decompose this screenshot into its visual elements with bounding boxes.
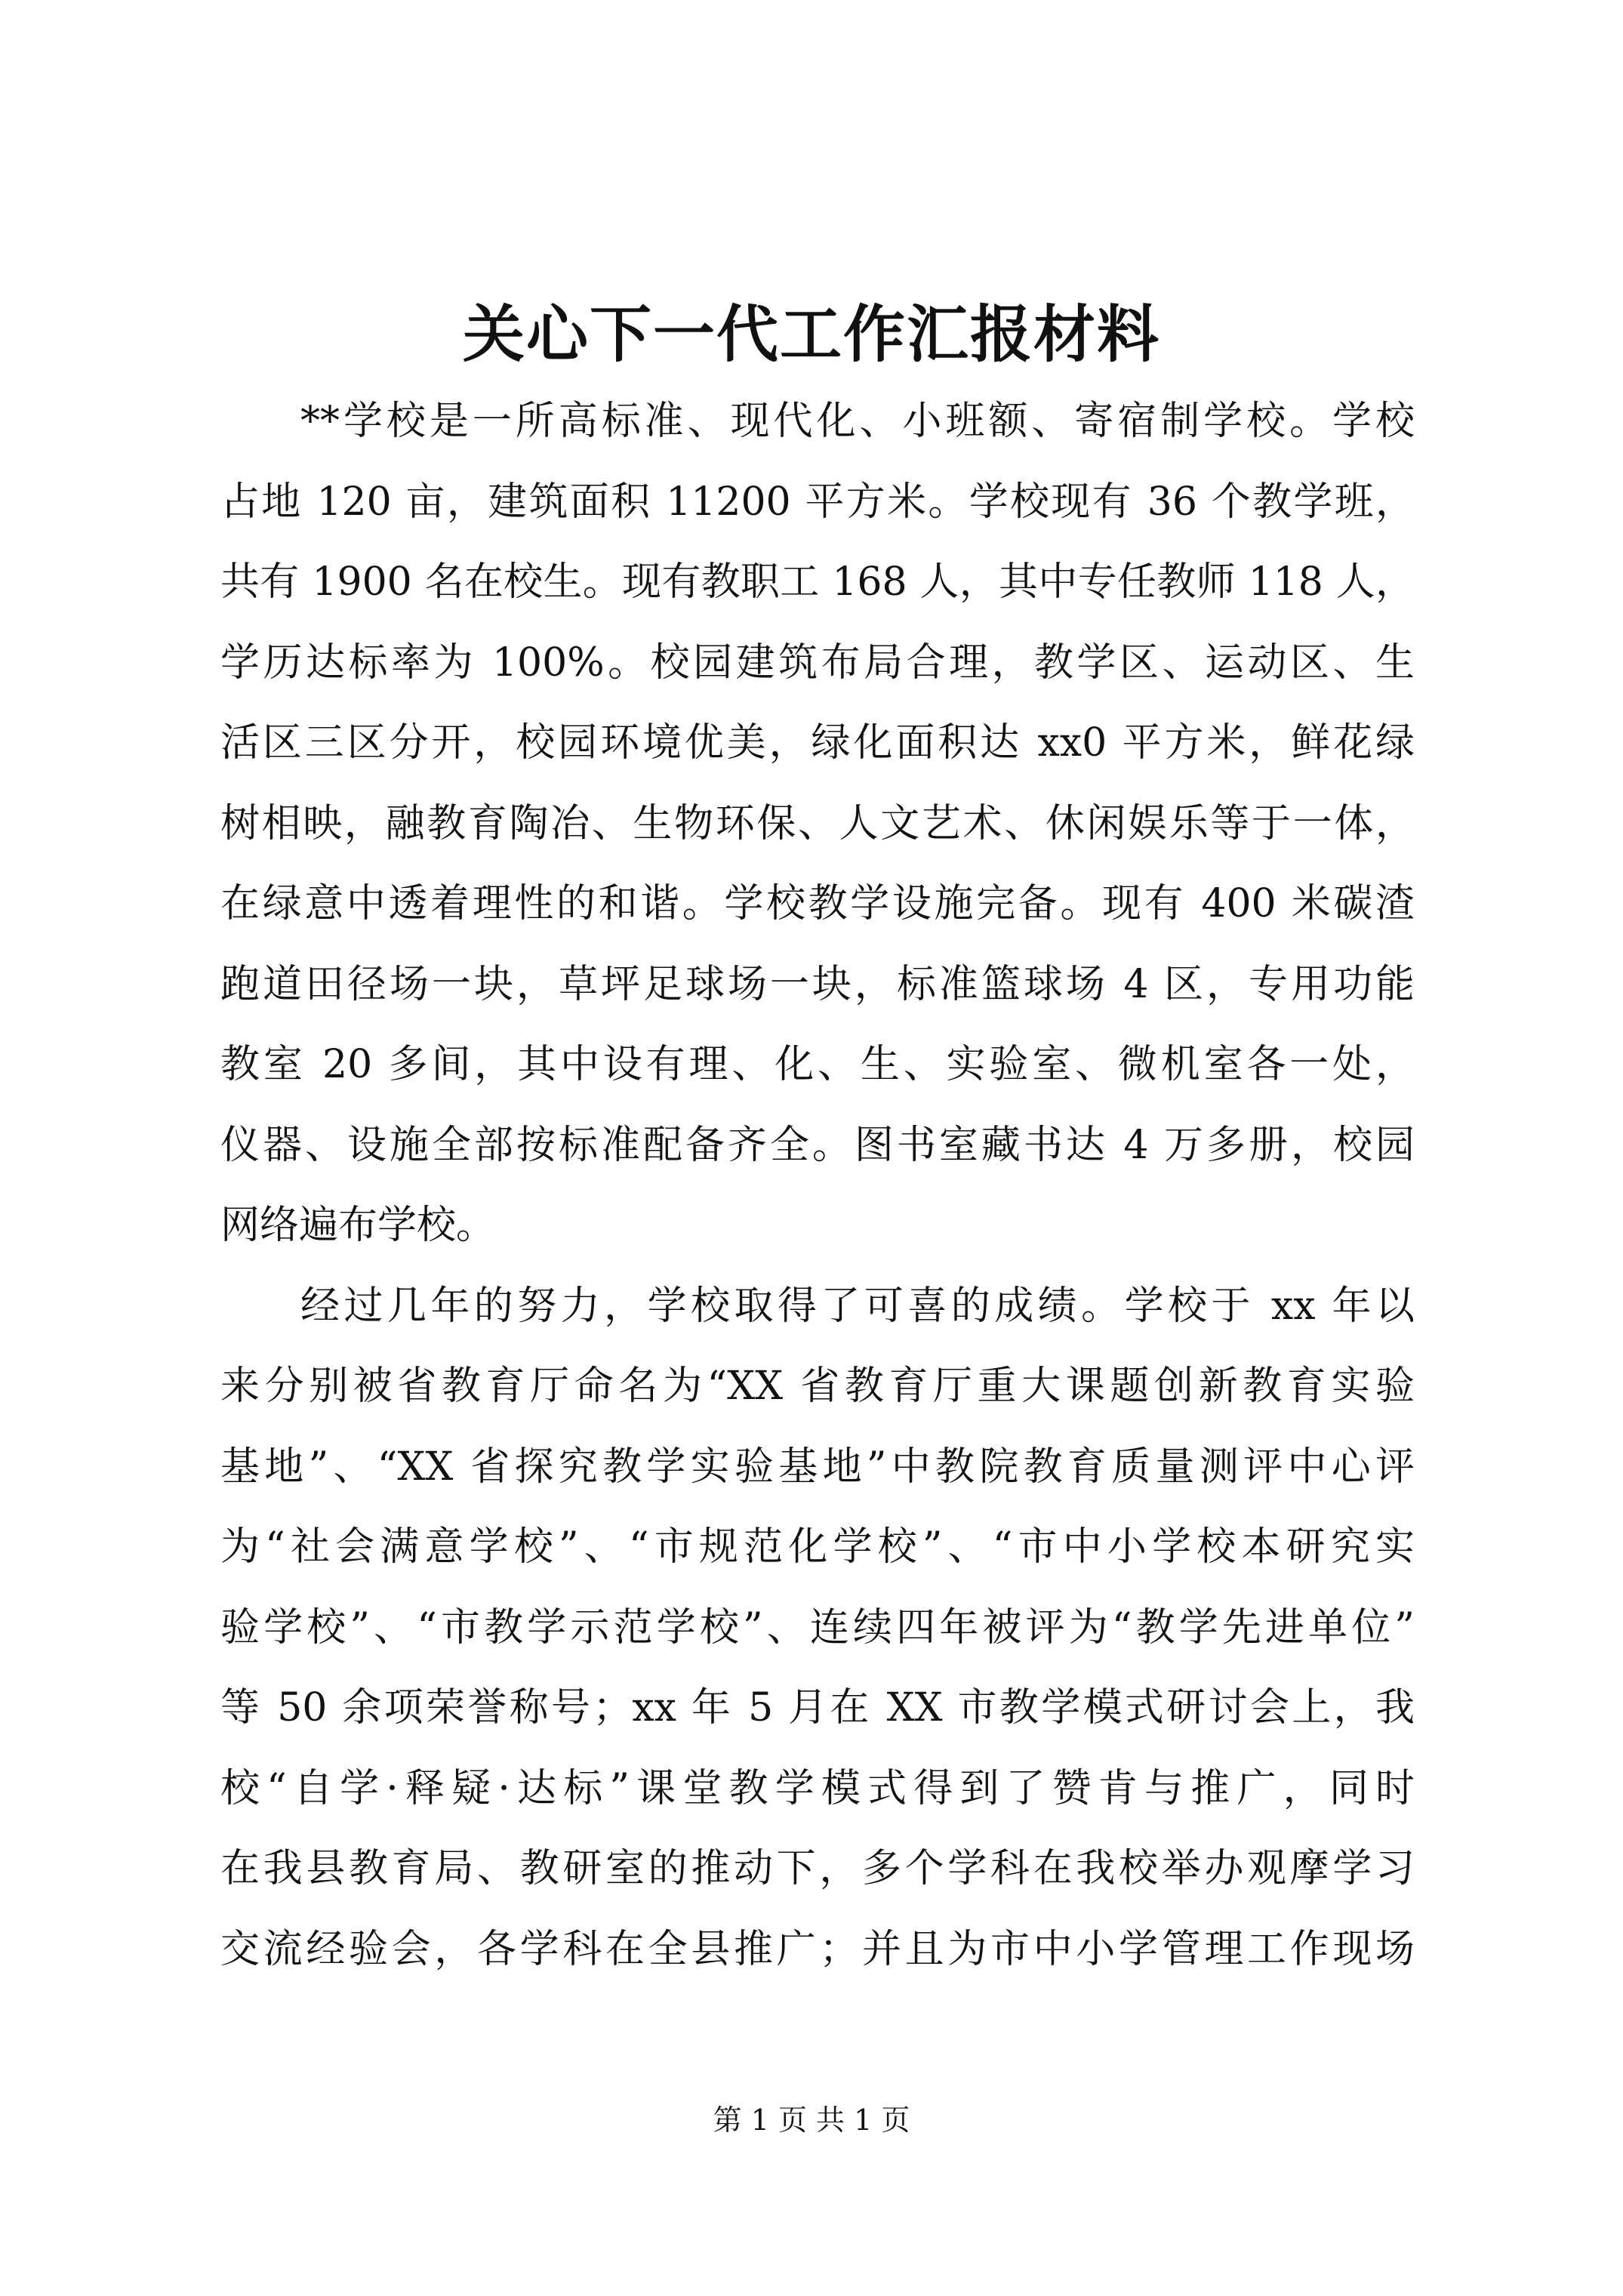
text-line: 活区三区分开，校园环境优美，绿化面积达 xx0 平方米，鲜花绿 — [220, 720, 1415, 766]
text-line: 仪器、设施全部按标准配备齐全。图书室藏书达 4 万多册，校园 — [220, 1122, 1415, 1168]
text-line: 在绿意中透着理性的和谐。学校教学设施完备。现有 400 米碳渣 — [220, 881, 1415, 926]
document-body — [220, 381, 1415, 1989]
text-line: 等 50 余项荣誉称号；xx 年 5 月在 XX 市教学模式研讨会上，我 — [220, 1685, 1415, 1730]
paragraph-1 — [220, 381, 1415, 1266]
page-footer: 第 1 页 共 1 页 — [713, 2103, 910, 2137]
text-line: 树相映，融教育陶冶、生物环保、人文艺术、休闲娱乐等于一体， — [220, 800, 1415, 846]
text-line: **学校是一所高标准、现代化、小班额、寄宿制学校。学校 — [300, 399, 1415, 444]
text-line: 跑道田径场一块，草坪足球场一块，标准篮球场 4 区，专用功能 — [220, 961, 1415, 1007]
text-line: 网络遍布学校。 — [220, 1203, 496, 1248]
text-line: 经过几年的努力，学校取得了可喜的成绩。学校于 xx 年以 — [300, 1283, 1415, 1329]
text-line: 共有 1900 名在校生。现有教职工 168 人，其中专任教师 118 人， — [220, 559, 1415, 605]
text-line: 占地 120 亩，建筑面积 11200 平方米。学校现有 36 个教学班， — [220, 479, 1415, 525]
text-line: 校“自学·释疑·达标”课堂教学模式得到了赞肯与推广，同时 — [220, 1765, 1415, 1811]
document-title: 关心下一代工作汇报材料 — [462, 298, 1160, 371]
text-line: 基地”、“XX 省探究教学实验基地”中教院教育质量测评中心评 — [220, 1444, 1415, 1490]
text-line: 为“社会满意学校”、“市规范化学校”、“市中小学校本研究实 — [220, 1524, 1415, 1570]
text-line: 学历达标率为 100%。校园建筑布局合理，教学区、运动区、生 — [220, 639, 1415, 686]
paragraph-2 — [220, 1266, 1415, 1990]
text-line: 在我县教育局、教研室的推动下，多个学科在我校举办观摩学习 — [220, 1846, 1415, 1891]
text-line: 验学校”、“市教学示范学校”、连续四年被评为“教学先进单位” — [220, 1604, 1415, 1650]
text-line: 教室 20 多间，其中设有理、化、生、实验室、微机室各一处， — [220, 1042, 1415, 1087]
text-line: 来分别被省教育厅命名为“XX 省教育厅重大课题创新教育实验 — [220, 1364, 1415, 1409]
text-line: 交流经验会，各学科在全县推广；并且为市中小学管理工作现场 — [220, 1926, 1415, 1972]
